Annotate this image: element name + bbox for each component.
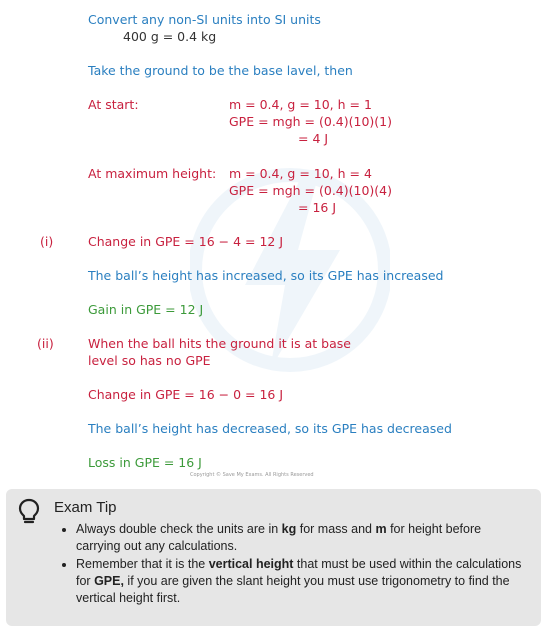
convert-value: 400 g = 0.4 kg: [123, 29, 217, 44]
part-ii-answer: Loss in GPE = 16 J: [88, 455, 202, 470]
tip1-text-a: Always double check the units are in: [76, 522, 282, 536]
start-values: m = 0.4, g = 10, h = 1: [229, 97, 372, 112]
base-level-text: Take the ground to be the base lavel, then: [88, 63, 353, 78]
exam-tip-item-2: [76, 556, 526, 607]
exam-tip-item-1: [76, 521, 526, 555]
part-ii-line1: When the ball hits the ground it is at base: [88, 336, 351, 351]
tip2-text-e: if you are given the slant height you must use trigonometry to find the vertical height first.: [76, 574, 510, 605]
max-formula: GPE = mgh = (0.4)(10)(4): [229, 183, 392, 198]
tip1-text-e: for height before carrying out any calculations.: [76, 522, 482, 553]
tip2-text-c: that must be used within the calculations for: [76, 557, 522, 588]
tip2-bold-gpe: GPE,: [94, 574, 124, 588]
part-ii-line2: level so has no GPE: [88, 353, 211, 368]
start-label: At start:: [88, 97, 139, 112]
tip2-text-a: Remember that it is the: [76, 557, 209, 571]
part-ii-explanation: The ball’s height has decreased, so its GPE has decreased: [88, 421, 452, 436]
tip1-bold-m: m: [375, 522, 387, 536]
exam-tip-box: [6, 489, 541, 626]
lightbulb-icon: [18, 498, 40, 524]
start-result: = 4 J: [298, 131, 329, 146]
part-ii-marker: (ii): [37, 336, 54, 351]
tip1-bold-kg: kg: [281, 522, 297, 536]
exam-tip-list: [60, 521, 526, 608]
convert-heading: Convert any non-SI units into SI units: [88, 12, 321, 27]
part-i-answer: Gain in GPE = 12 J: [88, 302, 204, 317]
start-formula: GPE = mgh = (0.4)(10)(1): [229, 114, 392, 129]
max-values: m = 0.4, g = 10, h = 4: [229, 166, 372, 181]
part-ii-change: Change in GPE = 16 − 0 = 16 J: [88, 387, 284, 402]
max-result: = 16 J: [298, 200, 337, 215]
part-i-marker: (i): [40, 234, 54, 249]
max-label: At maximum height:: [88, 166, 217, 181]
exam-tip-title: Exam Tip: [54, 499, 117, 516]
copyright-notice: Copyright © Save My Exams. All Rights Reserved: [190, 472, 314, 478]
part-i-explanation: The ball’s height has increased, so its GPE has increased: [88, 268, 444, 283]
tip1-text-c: for mass and: [296, 522, 376, 536]
tip2-bold-vertical-height: vertical height: [208, 557, 294, 571]
part-i-change: Change in GPE = 16 − 4 = 12 J: [88, 234, 284, 249]
